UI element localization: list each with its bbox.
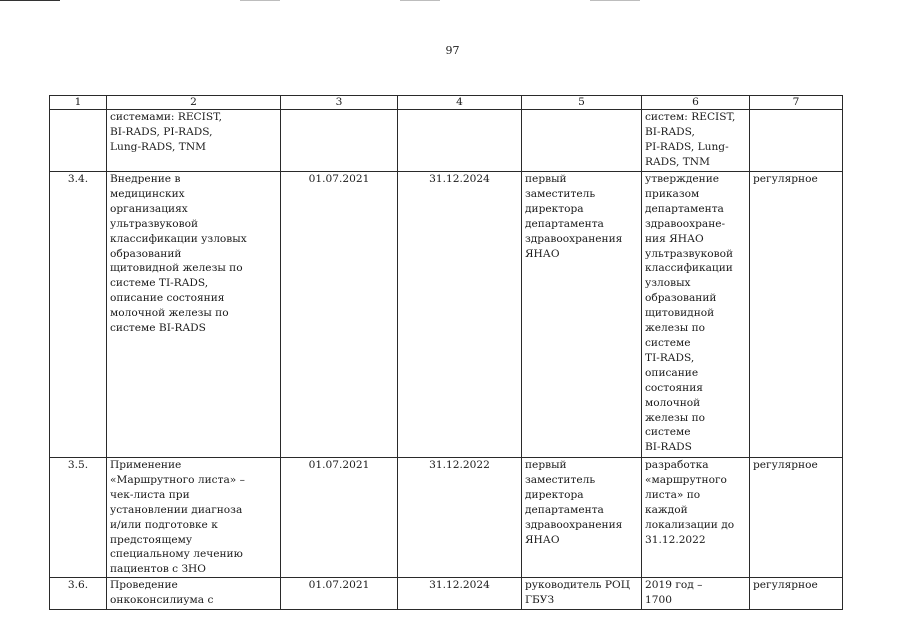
frequency-cell: регулярное bbox=[750, 458, 843, 578]
end-date-cell: 31.12.2024 bbox=[398, 172, 522, 458]
result-cell: 2019 год – 1700 bbox=[642, 578, 750, 610]
start-date-cell: 01.07.2021 bbox=[281, 172, 398, 458]
table-row bbox=[50, 172, 843, 458]
column-number: 7 bbox=[750, 96, 843, 110]
result-cell: разработка «маршрутного листа» по каждой локализации до 31.12.2022 bbox=[642, 458, 750, 578]
start-date-cell: 01.07.2021 bbox=[281, 458, 398, 578]
responsible-cell bbox=[522, 110, 642, 172]
scan-mark bbox=[0, 0, 60, 1]
column-number: 3 bbox=[281, 96, 398, 110]
column-number: 4 bbox=[398, 96, 522, 110]
frequency-cell bbox=[750, 110, 843, 172]
item-number: 3.4. bbox=[50, 172, 107, 458]
start-date-cell bbox=[281, 110, 398, 172]
scan-mark bbox=[590, 0, 640, 1]
item-number: 3.6. bbox=[50, 578, 107, 610]
page-number: 97 bbox=[445, 44, 460, 57]
table-row bbox=[50, 110, 843, 172]
frequency-cell: регулярное bbox=[750, 578, 843, 610]
item-number bbox=[50, 110, 107, 172]
action-cell: Проведение онкоконсилиума с bbox=[107, 578, 281, 610]
item-number: 3.5. bbox=[50, 458, 107, 578]
result-cell: систем: RECIST, BI-RADS, PI-RADS, Lung- RADS, TNM bbox=[642, 110, 750, 172]
action-cell: системами: RECIST, BI-RADS, PI-RADS, Lung-RADS, TNM bbox=[107, 110, 281, 172]
column-number: 1 bbox=[50, 96, 107, 110]
responsible-cell: первый заместитель директора департамента здравоохранения ЯНАО bbox=[522, 458, 642, 578]
start-date-cell: 01.07.2021 bbox=[281, 578, 398, 610]
table-row bbox=[50, 458, 843, 578]
scan-mark bbox=[240, 0, 280, 1]
column-number-row bbox=[50, 96, 843, 110]
responsible-cell: руководитель РОЦ ГБУЗ bbox=[522, 578, 642, 610]
column-number: 2 bbox=[107, 96, 281, 110]
scan-mark bbox=[400, 0, 440, 1]
end-date-cell bbox=[398, 110, 522, 172]
end-date-cell: 31.12.2024 bbox=[398, 578, 522, 610]
measures-table bbox=[49, 95, 843, 610]
end-date-cell: 31.12.2022 bbox=[398, 458, 522, 578]
table-row bbox=[50, 578, 843, 610]
column-number: 5 bbox=[522, 96, 642, 110]
action-cell: Применение «Маршрутного листа» – чек-листа при установлении диагноза и/или подготовке к предстоящему специальному лечению пациентов с ЗНО bbox=[107, 458, 281, 578]
responsible-cell: первый заместитель директора департамента здравоохранения ЯНАО bbox=[522, 172, 642, 458]
frequency-cell: регулярное bbox=[750, 172, 843, 458]
action-cell: Внедрение в медицинских организациях ультразвуковой классификации узловых образований щитовидной железы по системе TI-RADS, описание состояния молочной железы по системе BI-RADS bbox=[107, 172, 281, 458]
result-cell: утверждение приказом департамента здравоохране- ния ЯНАО ультразвуковой классификации узловых образований щитовидной железы по системе TI-RADS, описание состояния молочной железы по системе BI-RADS bbox=[642, 172, 750, 458]
column-number: 6 bbox=[642, 96, 750, 110]
